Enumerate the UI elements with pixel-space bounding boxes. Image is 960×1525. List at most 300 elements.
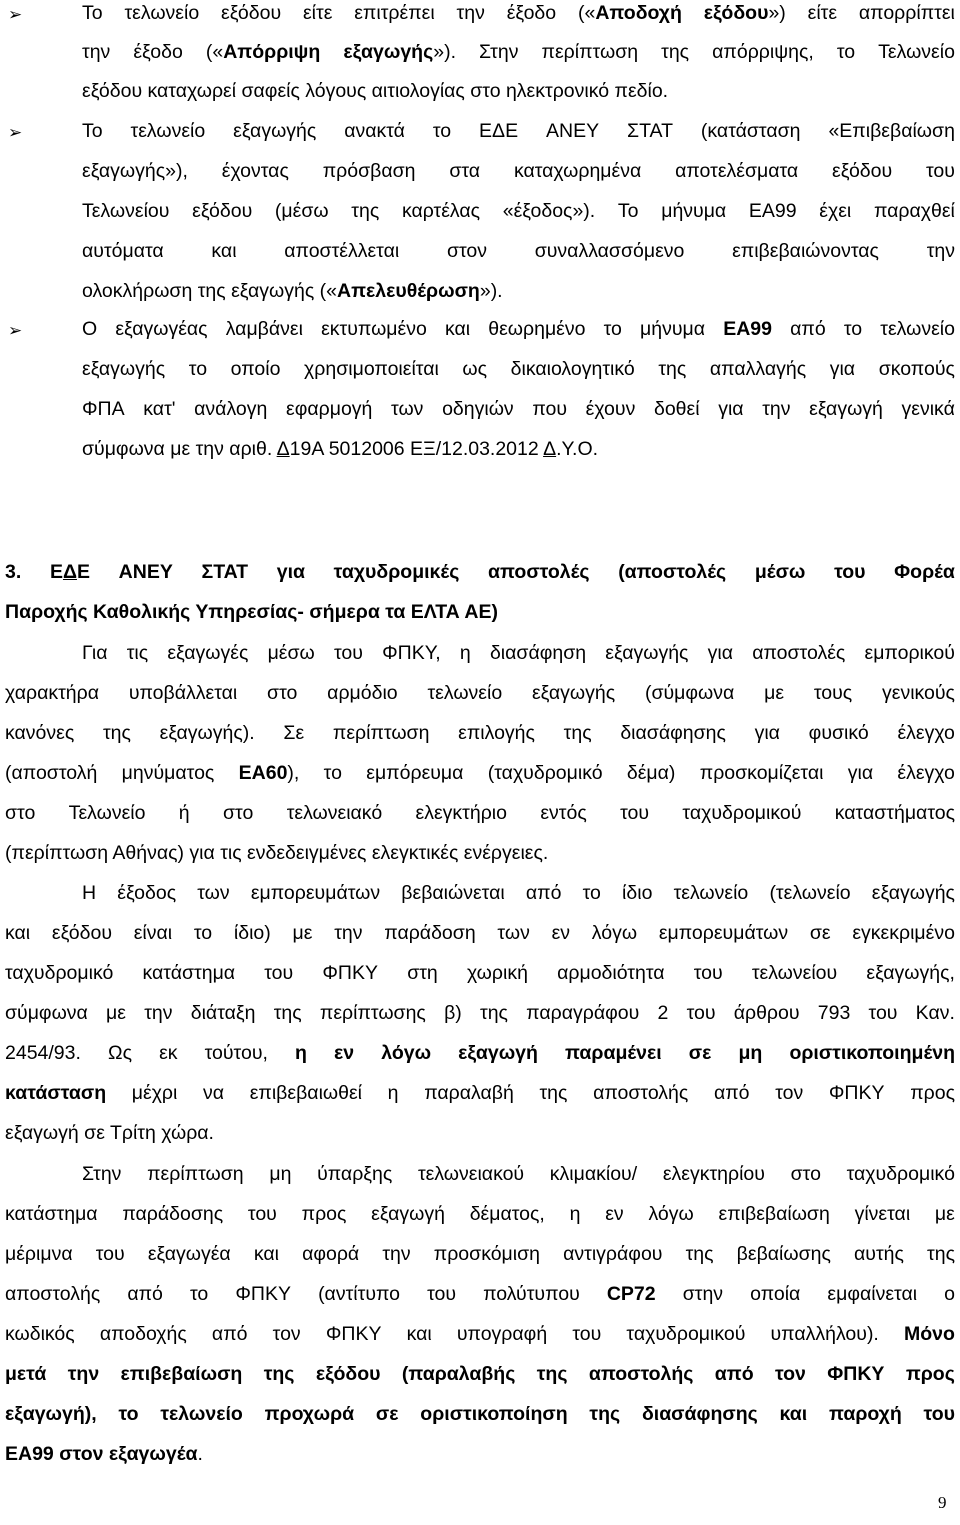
word-group (189, 360, 207, 380)
word-group (264, 1365, 295, 1385)
word: θεωρημένο (488, 318, 586, 340)
word: εφαρμογή (286, 398, 373, 420)
word: έλεγχο (897, 722, 955, 744)
word: εξόδου (703, 2, 769, 24)
text-line (82, 320, 955, 340)
word-group (640, 320, 705, 340)
word-group (540, 804, 586, 824)
text-line (5, 1445, 203, 1465)
word-group (526, 1004, 639, 1024)
word: τελωνείο (160, 1403, 243, 1425)
text-line (82, 440, 598, 460)
word-group (572, 1325, 601, 1345)
word-group (462, 360, 487, 380)
word-group (316, 1365, 381, 1385)
word: Στην (82, 1163, 122, 1185)
word-group (106, 1004, 126, 1024)
word-group (82, 122, 103, 142)
text-line (82, 82, 668, 102)
word: «Επιβεβαίωση (828, 120, 955, 142)
word-group (388, 1084, 399, 1104)
word: (αποστολές (618, 561, 727, 583)
word: για (707, 642, 734, 664)
word-group (686, 1245, 714, 1265)
word-group (391, 400, 423, 420)
word-group (251, 884, 380, 904)
word-group (371, 1205, 445, 1225)
word-group (460, 644, 471, 664)
word-group (194, 400, 267, 420)
word: Ο (82, 318, 98, 340)
word-group (683, 1285, 723, 1305)
word-group (82, 43, 110, 63)
word: του (923, 1403, 955, 1425)
word: καταστήματος (834, 802, 955, 824)
word: (ταχυδρομικό (487, 762, 603, 784)
word: από (127, 1283, 163, 1305)
word: του (926, 160, 955, 182)
word: η (569, 1203, 581, 1225)
word-group (147, 1165, 244, 1185)
word-group (497, 924, 529, 944)
text-run: . (197, 1443, 203, 1465)
word: της (589, 1403, 621, 1425)
word-group (897, 724, 954, 744)
word: ίδιο (622, 882, 653, 904)
word-group (190, 1285, 208, 1305)
word: από (525, 882, 562, 904)
word: είναι (133, 922, 173, 944)
word: εντός (540, 802, 587, 824)
word: CP72 (606, 1283, 656, 1305)
word: χρησιμοποιείται (304, 358, 439, 380)
word-group (514, 162, 641, 182)
word: ΦΠΚΥ (828, 1082, 885, 1104)
word-group (926, 162, 955, 182)
word: εν (334, 1042, 355, 1064)
word: στον (446, 240, 487, 262)
word-group (333, 724, 430, 744)
word-group (719, 1205, 830, 1225)
word-group (882, 684, 955, 704)
word: υπογραφή (456, 1323, 548, 1345)
word: λόγω (591, 922, 638, 944)
word-group (734, 1004, 800, 1024)
word: της (480, 1002, 508, 1024)
word-group (82, 884, 96, 904)
word-group (82, 320, 97, 340)
word-group (834, 563, 865, 583)
word: (παραλαβής (401, 1363, 516, 1385)
word: αποστολής (593, 1082, 689, 1104)
word: αφορά (302, 1243, 360, 1265)
word-group (5, 1044, 81, 1064)
word-group (927, 242, 955, 262)
word: του (572, 1323, 602, 1345)
word-group (274, 1004, 302, 1024)
word-group (750, 1285, 800, 1305)
word: εξόδου (221, 2, 282, 24)
word-group (206, 43, 320, 63)
word-group (223, 804, 253, 824)
word-group (273, 1325, 301, 1345)
text-line (5, 1365, 955, 1385)
word: »). (433, 41, 456, 63)
word-group (927, 1245, 955, 1265)
word: μέχρι (131, 1082, 178, 1104)
word: περίπτωση (541, 41, 639, 63)
word: αποστολής (5, 1283, 101, 1305)
word: ταχυδρομικές (333, 561, 460, 583)
word-group (539, 1084, 567, 1104)
word: προχωρά (264, 1403, 355, 1425)
word-group (407, 964, 438, 984)
word: διασάφησης (641, 1403, 758, 1425)
word: (αντίτυπο (318, 1283, 401, 1305)
word: το (432, 120, 452, 142)
bullet-arrow-icon: ➢ (8, 321, 23, 341)
word: στο (223, 802, 254, 824)
word: διασάφησης (620, 722, 726, 744)
word: τελωνείο (124, 2, 200, 24)
word: εξαγωγής (82, 358, 166, 380)
word-group (192, 202, 252, 222)
word: Τελωνείο (878, 41, 955, 63)
word: έχουν (585, 398, 636, 420)
word: έξοδος (117, 882, 177, 904)
word: το (603, 318, 622, 340)
word-group (689, 1044, 712, 1064)
word-group (427, 1285, 456, 1305)
word: οδηγιών (442, 398, 514, 420)
word-group (854, 1245, 904, 1265)
word-group (902, 400, 955, 420)
text-line (5, 964, 955, 984)
word: ανάλογη (194, 398, 268, 420)
word: στην (682, 1283, 724, 1305)
word-group (916, 1004, 955, 1024)
word: λαμβάνει (225, 318, 303, 340)
word-group (847, 1165, 955, 1185)
word: η (387, 1082, 399, 1104)
word: της (273, 1002, 302, 1024)
word-group (5, 1004, 88, 1024)
word-group (424, 1084, 514, 1104)
word: το (118, 1403, 139, 1425)
word-group (910, 1084, 955, 1104)
word: ΑΝΕΥ (118, 561, 173, 583)
word-group (5, 1205, 98, 1225)
word: της (102, 722, 131, 744)
word-group (5, 1084, 106, 1104)
page-number: 9 (938, 1493, 947, 1512)
word-group (268, 644, 315, 664)
word: τούτου, (204, 1042, 268, 1064)
word: τελωνειακού (417, 1163, 525, 1185)
word: της (927, 1243, 955, 1265)
word-group (131, 122, 206, 142)
word-group (583, 884, 601, 904)
word-group (488, 320, 585, 340)
word: ταχυδρομικού (626, 1323, 746, 1345)
word-group (718, 400, 743, 420)
text-line (5, 1004, 955, 1024)
word-group (659, 924, 788, 944)
word-group (563, 1245, 662, 1265)
word-group (277, 563, 305, 583)
word-group (755, 724, 780, 744)
word-group (627, 122, 673, 142)
word-group (814, 684, 852, 704)
word-group (5, 724, 74, 744)
word-group (118, 1405, 138, 1425)
word: χαρακτήρα (5, 682, 100, 704)
word-group (82, 360, 165, 380)
word-group (829, 1405, 902, 1425)
word: απαλλαγής (709, 358, 807, 380)
word: εξαγωγής (531, 682, 616, 704)
word-group (906, 1365, 955, 1385)
word: εξόδου (832, 160, 893, 182)
word-group (442, 400, 514, 420)
word-group (762, 400, 790, 420)
word: παράδοσης (122, 1203, 224, 1225)
word: παραλαβή (424, 1082, 514, 1104)
word: Ως (108, 1042, 132, 1064)
bullet-arrow-icon: ➢ (8, 123, 23, 143)
word-group (381, 1044, 431, 1064)
word-group (658, 360, 686, 380)
word-group (648, 1205, 693, 1225)
word: Η (82, 882, 97, 904)
word: την (82, 41, 111, 63)
word-group (752, 964, 837, 984)
word-group (467, 964, 528, 984)
word-group (302, 1245, 359, 1265)
word: των (197, 882, 230, 904)
word: (μέσω (274, 200, 329, 222)
word: είτε (302, 2, 333, 24)
text-line (82, 884, 955, 904)
word-group (894, 563, 955, 583)
word-group (565, 1044, 662, 1064)
word-group (254, 1245, 279, 1265)
word: ο (944, 1283, 955, 1305)
word: κατάσταση (5, 1082, 107, 1104)
word: διάταξη (190, 1002, 256, 1024)
word: απορρίπτει (858, 2, 955, 24)
word: αποστολές (752, 642, 846, 664)
word: ΑΝΕΥ (546, 120, 600, 142)
word-group (458, 1044, 538, 1064)
word-group (944, 1285, 955, 1305)
word: κωδικός (5, 1323, 75, 1345)
word-group (402, 202, 480, 222)
word-group (457, 4, 485, 24)
word: εξαγωγής (343, 41, 434, 63)
text-run: εξαγωγή σε Τρίτη χώρα. (5, 1122, 214, 1144)
word-group (810, 924, 831, 944)
word: αποστολής (588, 1363, 694, 1385)
word: τελωνείο (130, 120, 206, 142)
word-group (479, 122, 518, 142)
text-line (5, 1084, 955, 1104)
word: με (764, 682, 785, 704)
word-group (100, 1325, 187, 1345)
word: για (754, 722, 780, 744)
word: εν (551, 922, 571, 944)
word: τις (126, 642, 149, 664)
word-group (265, 1405, 355, 1425)
word-group (5, 1405, 97, 1425)
word-group (865, 644, 955, 664)
word: εξαγωγή (458, 1042, 538, 1064)
word-group (694, 964, 723, 984)
word: την (144, 1002, 173, 1024)
word: μέριμνα (5, 1243, 73, 1265)
word: του (247, 1203, 277, 1225)
word-group (295, 1044, 307, 1064)
word-group (321, 320, 427, 340)
word-group (144, 1004, 172, 1024)
word: και (5, 922, 31, 944)
word-group (194, 924, 212, 944)
word-group (127, 1285, 163, 1305)
word-group (269, 1165, 291, 1185)
word: τελωνείο (673, 882, 749, 904)
word: κατάστημα (142, 962, 236, 984)
word: λόγω (381, 1042, 432, 1064)
word: Για (82, 642, 108, 664)
word: τον (272, 1323, 301, 1345)
word: οριστικοποίηση (420, 1403, 568, 1425)
word-group (490, 644, 586, 664)
word-group (607, 1285, 656, 1305)
word: εξόδου (51, 922, 112, 944)
word-group (366, 764, 463, 784)
word: εν (605, 1203, 624, 1225)
text-line (5, 1405, 955, 1425)
word-group (304, 360, 439, 380)
word-group (589, 1365, 694, 1385)
word: αυτόματα (82, 240, 164, 262)
word: αποστέλλεται (284, 240, 400, 262)
word-group (710, 360, 806, 380)
word: υποβάλλεται (128, 682, 238, 704)
word: αρμοδιότητα (557, 962, 665, 984)
word: βεβαιώνεται (401, 882, 505, 904)
word-group (322, 964, 378, 984)
word: διασάφηση (489, 642, 587, 664)
word-group (808, 4, 837, 24)
text-line (5, 764, 955, 784)
word-group (5, 804, 35, 824)
word: έχει (819, 200, 852, 222)
word-group (739, 1044, 763, 1064)
word: της (351, 200, 380, 222)
word: αυτής (854, 1243, 904, 1265)
word-group (503, 202, 595, 222)
word: της (658, 358, 687, 380)
word: παροχή (828, 1403, 902, 1425)
word-group (317, 1165, 392, 1185)
word: και (253, 1243, 279, 1265)
word: του (686, 1002, 716, 1024)
word-group (376, 1405, 399, 1425)
word-group (809, 724, 869, 744)
word: ίδιο) (233, 922, 271, 944)
word-group (122, 1205, 223, 1225)
word: καρτέλας (401, 200, 481, 222)
word: Αποδοχή (595, 2, 682, 24)
word: γενικούς (882, 682, 955, 704)
word-group (159, 1044, 177, 1064)
word-group (645, 684, 734, 704)
word-group (402, 1365, 515, 1385)
word: της (536, 1363, 568, 1385)
text-line (82, 43, 955, 63)
word-group (143, 400, 175, 420)
text-run: ΕΑ99 στον εξαγωγέα (5, 1443, 198, 1465)
section-heading (5, 603, 498, 623)
word-group (557, 964, 664, 984)
word-group (334, 924, 362, 944)
word: πολύτυπου (483, 1283, 580, 1305)
word: λόγω (648, 1203, 694, 1225)
word: για (847, 762, 874, 784)
word: τους (813, 682, 853, 704)
word: αρμόδιο (327, 682, 398, 704)
word: Στην (479, 41, 519, 63)
word: εξαγωγέας (115, 318, 208, 340)
word-group (642, 1405, 758, 1425)
word-group (626, 1325, 745, 1345)
word: την (334, 922, 363, 944)
word: παράδοση (384, 922, 476, 944)
word-group (859, 4, 955, 24)
word: εξαγωγές (167, 642, 249, 664)
word: οποίο (230, 358, 281, 380)
word: Δ (62, 561, 77, 583)
word-group (480, 1004, 508, 1024)
word: εξόδου (192, 200, 253, 222)
word-group (771, 1325, 879, 1345)
word-group (828, 122, 954, 142)
word-group (324, 764, 342, 784)
word-group (701, 122, 801, 142)
word-group (117, 884, 176, 904)
word-group (546, 122, 599, 142)
word: ως (462, 358, 488, 380)
text-line (5, 724, 955, 744)
word-group (661, 202, 726, 222)
word-group (829, 1084, 885, 1104)
word: την (456, 2, 485, 24)
word: του (95, 1243, 125, 1265)
word-group (133, 43, 182, 63)
word: έξοδο (506, 2, 557, 24)
word-group (427, 684, 502, 704)
word: η (295, 1042, 307, 1064)
word-group (526, 884, 562, 904)
word: της (539, 1082, 568, 1104)
word: προς (910, 1082, 955, 1104)
text-line (5, 1124, 214, 1144)
word-group (5, 563, 21, 583)
word-group (334, 1044, 354, 1064)
word: του (264, 962, 294, 984)
word: Το (82, 120, 103, 142)
